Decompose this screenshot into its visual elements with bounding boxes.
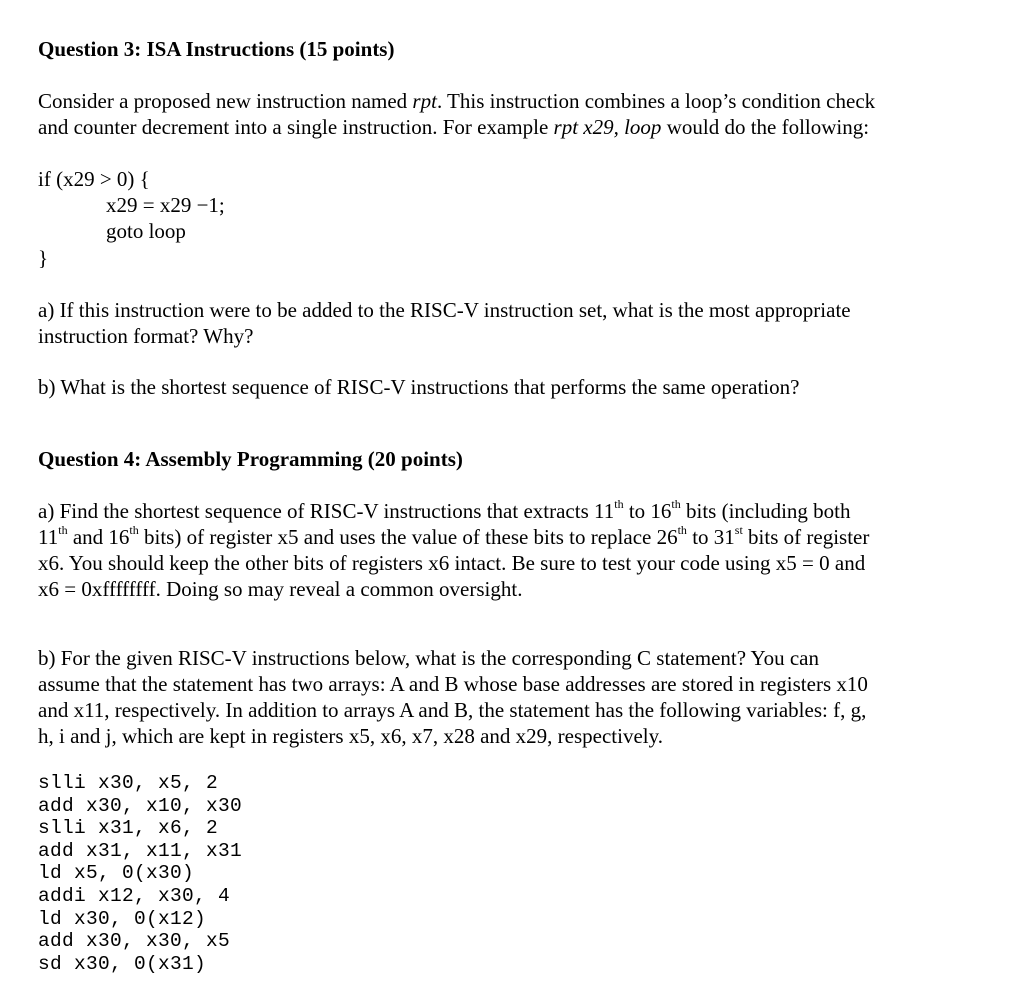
q4-part-b: b) For the given RISC-V instructions below, what is the corresponding C statement? You can assume that the statement has two arrays: A and B whose base addresses are stored in registers x10 and x11, respectively. In addition to arrays A and B, the statement has the following variables: f, g, h, i and j, which are kept in registers x5, x6, x7, x28 and x29, respectively. bbox=[38, 646, 868, 748]
asm-line: add x30, x10, x30 bbox=[38, 794, 243, 817]
asm-line: slli x30, x5, 2 bbox=[38, 772, 219, 794]
q3-pseudo-line-1: if (x29 > 0) { bbox=[38, 167, 150, 191]
q3-part-b: b) What is the shortest sequence of RISC-V instructions that performs the same operation? bbox=[38, 375, 800, 399]
q3-intro-text-2: . This instruction combines a loop’s condition check bbox=[436, 89, 876, 113]
q4-a-text-5: and 16 bbox=[67, 525, 130, 549]
q4-a-text-1: a) Find the shortest sequence of RISC-V instructions that extracts 11 bbox=[38, 499, 615, 523]
q3-intro-text-1: Consider a proposed new instruction named bbox=[38, 89, 413, 113]
asm-line: add x31, x11, x31 bbox=[38, 839, 243, 862]
q3-instruction-name: rpt bbox=[412, 89, 437, 113]
q4-a-text-2: to 16 bbox=[623, 499, 672, 523]
asm-line: slli x31, x6, 2 bbox=[38, 817, 219, 840]
q3-pseudo-line-3: goto loop bbox=[106, 219, 186, 243]
q4-heading: Question 4: Assembly Programming (20 points) bbox=[38, 447, 463, 471]
q4-part-a-line-1 bbox=[38, 498, 851, 524]
q4-part-a-line-4: x6 = 0xffffffff. Doing so may reveal a common oversight. bbox=[38, 577, 523, 601]
q3-part-a: a) If this instruction were to be added to the RISC-V instruction set, what is the most appropriate instruction format? Why? bbox=[38, 298, 851, 348]
asm-line: ld x5, 0(x30) bbox=[38, 862, 195, 885]
q3-pseudo-line-4: } bbox=[38, 246, 49, 270]
q4-a-text-8: bits of register bbox=[742, 525, 870, 549]
q3-heading: Question 3: ISA Instructions (15 points) bbox=[38, 37, 395, 61]
q3-intro-line-2 bbox=[38, 114, 869, 140]
q3-intro-text-4: would do the following: bbox=[661, 115, 870, 139]
q4-a-sup-5: th bbox=[129, 523, 139, 537]
asm-line: sd x30, 0(x31) bbox=[38, 952, 207, 975]
q4-a-sup-2: th bbox=[671, 497, 681, 511]
q4-a-sup-4: th bbox=[58, 523, 68, 537]
document-page bbox=[38, 0, 988, 998]
q4-a-text-7: to 31 bbox=[686, 525, 735, 549]
q4-a-sup-7: st bbox=[734, 523, 743, 537]
asm-code-block bbox=[38, 772, 242, 975]
asm-line: add x30, x30, x5 bbox=[38, 930, 231, 953]
q4-a-text-4: 11 bbox=[38, 525, 59, 549]
q4-a-sup-1: th bbox=[614, 497, 624, 511]
q3-intro-line-1 bbox=[38, 88, 875, 114]
asm-line: ld x30, 0(x12) bbox=[38, 907, 207, 930]
q3-intro-text-3: and counter decrement into a single instruction. For example bbox=[38, 115, 554, 139]
asm-line: addi x12, x30, 4 bbox=[38, 884, 231, 907]
q4-a-sup-6: th bbox=[677, 523, 687, 537]
q4-a-text-3: bits (including both bbox=[680, 499, 851, 523]
q3-pseudo-line-2: x29 = x29 −1; bbox=[106, 193, 225, 217]
q4-part-a-line-3: x6. You should keep the other bits of registers x6 intact. Be sure to test your code using x5 = 0 and bbox=[38, 551, 866, 575]
q4-part-a-line-2 bbox=[38, 524, 869, 550]
q3-example-instruction: rpt x29, loop bbox=[553, 115, 662, 139]
q4-a-text-6: bits) of register x5 and uses the value of these bits to replace 26 bbox=[138, 525, 678, 549]
